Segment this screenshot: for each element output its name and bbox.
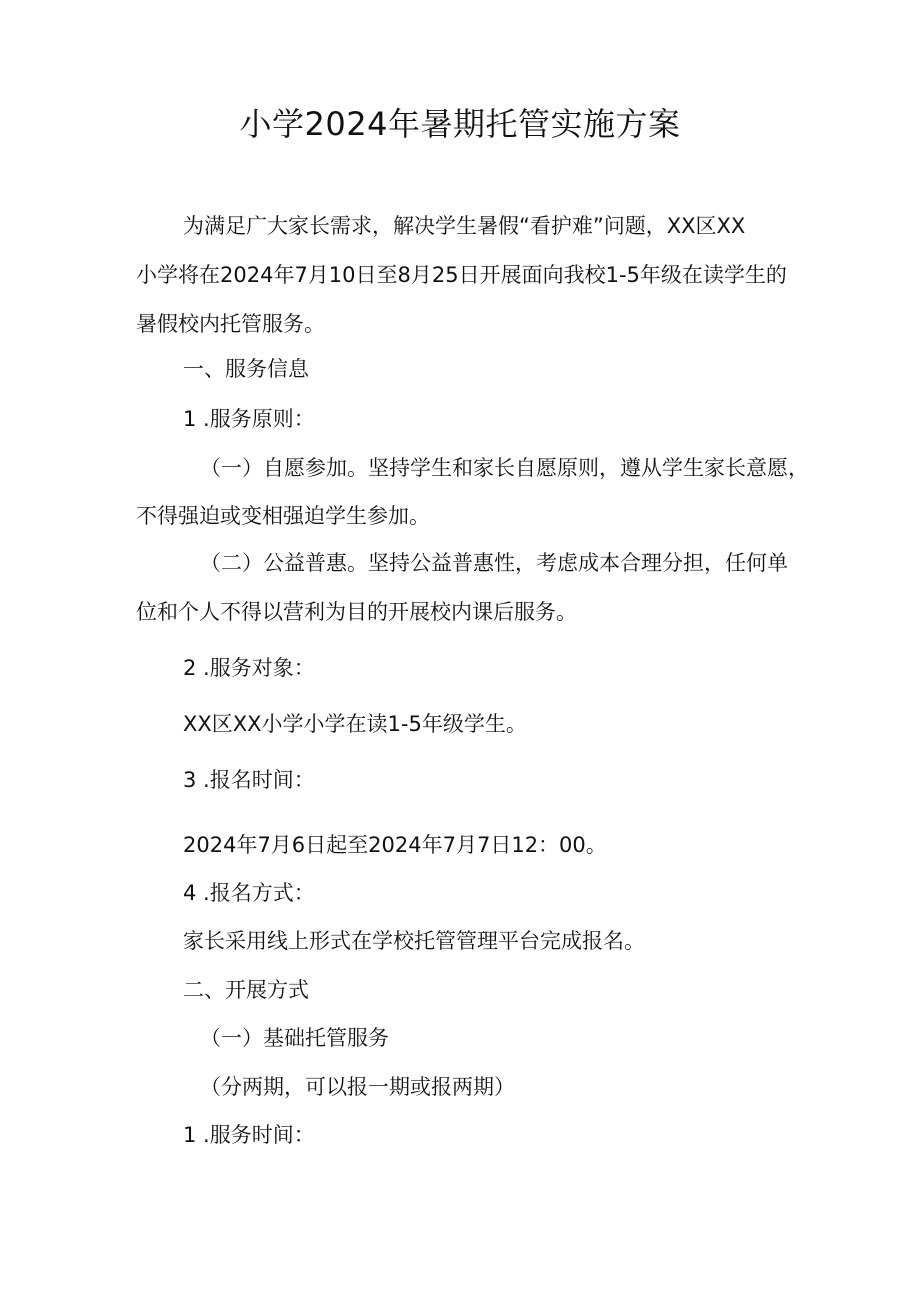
service-target-heading: 2 .服务对象： bbox=[183, 656, 315, 680]
principle-2-line-2: 位和个人不得以营利为目的开展校内课后服务。 bbox=[136, 600, 577, 624]
registration-method-text: 家长采用线上形式在学校托管管理平台完成报名。 bbox=[183, 929, 645, 953]
intro-paragraph-line-1: 为满足广大家长需求，解决学生暑假“看护难”问题，XX区XX bbox=[183, 214, 746, 238]
section-2-heading: 二、开展方式 bbox=[183, 978, 309, 1002]
principle-1-line-2: 不得强迫或变相强迫学生参加。 bbox=[136, 504, 430, 528]
principle-1-line-1: （一）自愿参加。坚持学生和家长自愿原则，遵从学生家长意愿， bbox=[200, 456, 809, 480]
registration-time-heading: 3 .报名时间： bbox=[183, 768, 315, 792]
registration-time-text: 2024年7月6日起至2024年7月7日12：00。 bbox=[183, 833, 607, 857]
service-time-heading: 1 .服务时间： bbox=[183, 1123, 315, 1147]
service-target-text: XX区XX小学小学在读1-5年级学生。 bbox=[183, 712, 527, 736]
document-title: 小学2024年暑期托管实施方案 bbox=[239, 105, 681, 143]
basic-care-heading: （一）基础托管服务 bbox=[200, 1026, 389, 1050]
principle-2-line-1: （二）公益普惠。坚持公益普惠性，考虑成本合理分担，任何单 bbox=[200, 551, 788, 575]
section-1-heading: 一、服务信息 bbox=[183, 357, 309, 381]
intro-paragraph-line-2: 小学将在2024年7月10日至8月25日开展面向我校1-5年级在读学生的 bbox=[136, 263, 787, 287]
intro-paragraph-line-3: 暑假校内托管服务。 bbox=[136, 312, 325, 336]
registration-method-heading: 4 .报名方式： bbox=[183, 881, 315, 905]
basic-care-note: （分两期，可以报一期或报两期） bbox=[200, 1075, 515, 1099]
service-principle-heading: 1 .服务原则： bbox=[183, 407, 315, 431]
